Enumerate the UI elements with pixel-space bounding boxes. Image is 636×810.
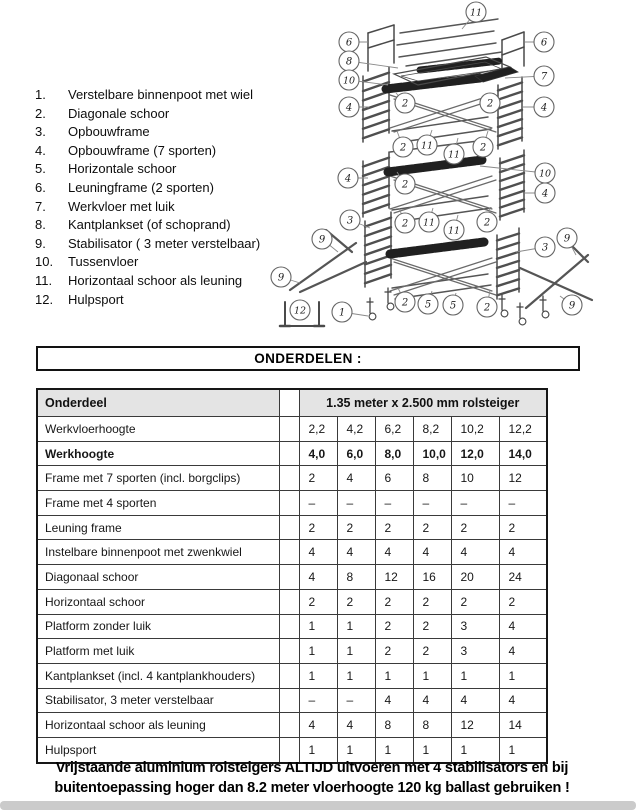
diagram-callout-4 xyxy=(339,97,359,117)
part-label: Stabilisator ( 3 meter verstelbaar) xyxy=(68,235,261,251)
spacer-cell xyxy=(279,491,299,516)
row-value: 2 xyxy=(299,515,337,540)
table-row xyxy=(37,663,547,688)
spacer-cell xyxy=(279,614,299,639)
row-value: 4 xyxy=(451,540,499,565)
part-label: Leuningframe (2 sporten) xyxy=(68,179,214,195)
svg-text:9: 9 xyxy=(563,233,571,245)
table-row xyxy=(37,491,547,516)
row-value: 1 xyxy=(375,663,413,688)
diagram-callout-5 xyxy=(443,295,463,315)
svg-text:7: 7 xyxy=(540,71,548,83)
spacer-cell xyxy=(279,688,299,713)
row-label: Platform zonder luik xyxy=(37,614,279,639)
row-value: 1 xyxy=(375,737,413,762)
row-value: – xyxy=(337,491,375,516)
diagram-callout-10 xyxy=(339,70,359,90)
row-value: 16 xyxy=(413,565,451,590)
diagram-callout-3 xyxy=(535,237,555,257)
table-row xyxy=(37,713,547,738)
row-value: 12,2 xyxy=(499,417,547,442)
spacer-cell xyxy=(279,589,299,614)
row-label: Leuning frame xyxy=(37,515,279,540)
row-value: 10,0 xyxy=(413,441,451,466)
part-number: 6. xyxy=(35,179,46,195)
row-value: 2 xyxy=(299,466,337,491)
svg-text:4: 4 xyxy=(344,173,352,185)
row-value: 3 xyxy=(451,639,499,664)
row-value: 1 xyxy=(413,737,451,762)
row-value: 4 xyxy=(413,688,451,713)
svg-text:5: 5 xyxy=(424,299,432,311)
diagram-callout-6 xyxy=(339,32,359,52)
diagram-callout-9 xyxy=(562,295,582,315)
row-value: 2 xyxy=(375,589,413,614)
row-label: Horizontaal schoor xyxy=(37,589,279,614)
part-item xyxy=(35,272,260,291)
diagram-callout-4 xyxy=(534,97,554,117)
row-value: 10 xyxy=(451,466,499,491)
row-value: 10,2 xyxy=(451,417,499,442)
row-value: 4 xyxy=(413,540,451,565)
part-number: 3. xyxy=(35,124,46,140)
part-item xyxy=(35,105,260,124)
section-header-box xyxy=(36,346,580,371)
table-row xyxy=(37,589,547,614)
diagram-callout-1 xyxy=(332,302,352,322)
diagram-callout-9 xyxy=(557,228,577,248)
part-number: 2. xyxy=(35,105,46,121)
row-value: 2 xyxy=(337,589,375,614)
row-label: Werkvloerhoogte xyxy=(37,417,279,442)
page-separator-bar xyxy=(0,801,636,810)
row-value: 1 xyxy=(337,639,375,664)
row-value: 4 xyxy=(375,688,413,713)
col-header-onderdeel: Onderdeel xyxy=(37,389,279,417)
row-value: – xyxy=(337,688,375,713)
row-label: Instelbare binnenpoot met zwenkwiel xyxy=(37,540,279,565)
row-label: Stabilisator, 3 meter verstelbaar xyxy=(37,688,279,713)
row-value: 4 xyxy=(299,713,337,738)
part-number: 9. xyxy=(35,235,46,251)
diagram-callout-8 xyxy=(339,51,359,71)
svg-text:2: 2 xyxy=(483,217,491,229)
row-value: 8 xyxy=(375,713,413,738)
diagram-callout-11 xyxy=(419,212,439,232)
svg-text:10: 10 xyxy=(538,168,552,180)
section-header-title: ONDERDELEN : xyxy=(254,351,362,366)
svg-text:11: 11 xyxy=(422,217,436,229)
spacer-cell xyxy=(279,663,299,688)
part-label: Hulpsport xyxy=(68,291,124,307)
part-item xyxy=(35,291,260,310)
row-value: 2 xyxy=(499,515,547,540)
part-label: Kantplankset (of schoprand) xyxy=(68,217,231,233)
row-value: 2 xyxy=(413,614,451,639)
part-label: Opbouwframe xyxy=(68,124,150,140)
row-label: Diagonaal schoor xyxy=(37,565,279,590)
row-value: 2 xyxy=(413,589,451,614)
svg-text:4: 4 xyxy=(541,188,549,200)
row-value: 4,2 xyxy=(337,417,375,442)
table-row xyxy=(37,466,547,491)
scaffold-exploded-diagram xyxy=(270,0,636,345)
svg-text:2: 2 xyxy=(399,142,407,154)
svg-text:10: 10 xyxy=(342,75,356,87)
row-label: Kantplankset (incl. 4 kantplankhouders) xyxy=(37,663,279,688)
diagram-callout-11 xyxy=(444,144,464,164)
part-label: Verstelbare binnenpoot met wiel xyxy=(68,87,254,102)
row-value: 4 xyxy=(499,614,547,639)
row-label: Platform met luik xyxy=(37,639,279,664)
part-item xyxy=(35,142,260,161)
row-value: 2 xyxy=(413,515,451,540)
row-value: 4 xyxy=(299,540,337,565)
row-value: 6,0 xyxy=(337,441,375,466)
row-value: 1 xyxy=(451,737,499,762)
table-body xyxy=(37,417,547,763)
svg-text:11: 11 xyxy=(469,7,483,19)
svg-text:2: 2 xyxy=(401,218,409,230)
part-item xyxy=(35,216,260,235)
row-value: 2 xyxy=(375,515,413,540)
parts-table xyxy=(36,388,548,764)
table-row xyxy=(37,565,547,590)
diagram-callout-5 xyxy=(418,294,438,314)
row-label: Werkhoogte xyxy=(37,441,279,466)
spacer-cell xyxy=(279,515,299,540)
row-value: – xyxy=(299,688,337,713)
row-value: 1 xyxy=(299,737,337,762)
part-label: Opbouwframe (7 sporten) xyxy=(68,142,217,158)
diagram-callout-2 xyxy=(477,297,497,317)
diagram-callout-4 xyxy=(535,183,555,203)
row-value: 1 xyxy=(499,737,547,762)
part-item xyxy=(35,198,260,217)
row-value: 6,2 xyxy=(375,417,413,442)
row-value: 8,2 xyxy=(413,417,451,442)
row-value: 4 xyxy=(451,688,499,713)
row-value: 8 xyxy=(337,565,375,590)
diagram-callout-2 xyxy=(480,93,500,113)
svg-text:3: 3 xyxy=(346,215,354,227)
diagram-callout-6 xyxy=(534,32,554,52)
row-value: 2 xyxy=(375,639,413,664)
row-value: 2 xyxy=(337,515,375,540)
part-number: 1. xyxy=(35,87,46,102)
part-item xyxy=(35,235,260,254)
row-value: 3 xyxy=(451,614,499,639)
warning-line-1: Vrijstaande aluminium rolsteigers ALTIJD uitvoeren met 4 stabilisators en bij xyxy=(55,760,569,776)
svg-text:4: 4 xyxy=(540,102,548,114)
table-row xyxy=(37,441,547,466)
row-value: 12,0 xyxy=(451,441,499,466)
part-label: Horizontaal schoor als leuning xyxy=(68,272,243,288)
part-number: 10. xyxy=(35,254,54,270)
spacer-cell xyxy=(279,540,299,565)
row-value: 8,0 xyxy=(375,441,413,466)
spacer-cell xyxy=(279,441,299,466)
diagram-callout-2 xyxy=(473,137,493,157)
row-value: 1 xyxy=(451,663,499,688)
table-row xyxy=(37,639,547,664)
row-value: 24 xyxy=(499,565,547,590)
row-value: 1 xyxy=(299,639,337,664)
part-item xyxy=(35,253,260,272)
diagram-callout-12 xyxy=(290,300,310,320)
part-item xyxy=(35,179,260,198)
row-value: 14,0 xyxy=(499,441,547,466)
part-number: 8. xyxy=(35,217,46,233)
part-number: 5. xyxy=(35,161,46,177)
row-value: 2,2 xyxy=(299,417,337,442)
svg-text:11: 11 xyxy=(447,149,461,161)
part-number: 4. xyxy=(35,142,46,158)
diagram-callout-4 xyxy=(338,168,358,188)
table-header-row xyxy=(37,389,547,417)
diagram-callout-10 xyxy=(535,163,555,183)
diagram-callout-11 xyxy=(466,2,486,22)
part-number: 7. xyxy=(35,198,46,214)
row-value: 20 xyxy=(451,565,499,590)
svg-text:3: 3 xyxy=(541,242,549,254)
part-label: Diagonale schoor xyxy=(68,105,170,121)
diagram-callout-3 xyxy=(340,210,360,230)
part-label: Werkvloer met luik xyxy=(68,198,175,214)
row-value: 12 xyxy=(451,713,499,738)
row-value: 4 xyxy=(499,688,547,713)
row-value: 12 xyxy=(375,565,413,590)
diagram-callout-2 xyxy=(395,213,415,233)
diagram-callout-2 xyxy=(395,174,415,194)
svg-text:8: 8 xyxy=(345,56,353,68)
svg-text:4: 4 xyxy=(345,102,353,114)
row-value: 2 xyxy=(499,589,547,614)
table-row xyxy=(37,540,547,565)
diagram-callout-2 xyxy=(395,93,415,113)
svg-text:6: 6 xyxy=(540,37,548,49)
part-label: Horizontale schoor xyxy=(68,161,177,177)
svg-text:5: 5 xyxy=(449,300,457,312)
row-value: – xyxy=(375,491,413,516)
svg-text:9: 9 xyxy=(568,300,576,312)
part-number: 12. xyxy=(35,291,54,307)
svg-text:2: 2 xyxy=(483,302,491,314)
row-value: 1 xyxy=(337,614,375,639)
svg-text:11: 11 xyxy=(420,140,434,152)
row-value: 4 xyxy=(337,466,375,491)
col-header-rolsteiger-size: 1.35 meter x 2.500 mm rolsteiger xyxy=(299,389,547,417)
table-row xyxy=(37,614,547,639)
row-value: 1 xyxy=(499,663,547,688)
part-item xyxy=(35,86,260,105)
svg-text:9: 9 xyxy=(318,234,326,246)
part-number: 11. xyxy=(35,272,53,288)
part-item xyxy=(35,160,260,179)
row-value: 8 xyxy=(413,466,451,491)
diagram-callout-11 xyxy=(417,135,437,155)
row-label: Hulpsport xyxy=(37,737,279,762)
diagram-callout-2 xyxy=(395,292,415,312)
row-value: 4 xyxy=(337,713,375,738)
row-value: 1 xyxy=(299,663,337,688)
svg-text:2: 2 xyxy=(401,98,409,110)
row-value: 6 xyxy=(375,466,413,491)
row-value: 1 xyxy=(299,614,337,639)
diagram-callout-2 xyxy=(477,212,497,232)
row-value: 4 xyxy=(337,540,375,565)
row-value: 4 xyxy=(375,540,413,565)
warning-text xyxy=(22,759,602,798)
spacer-cell xyxy=(279,639,299,664)
diagram-callout-11 xyxy=(444,220,464,240)
row-value: 2 xyxy=(413,639,451,664)
row-value: 1 xyxy=(337,663,375,688)
diagram-callout-2 xyxy=(393,137,413,157)
spacer-cell xyxy=(279,466,299,491)
row-value: – xyxy=(499,491,547,516)
row-label: Frame met 4 sporten xyxy=(37,491,279,516)
row-label: Horizontaal schoor als leuning xyxy=(37,713,279,738)
warning-line-2: buitentoepassing hoger dan 8.2 meter vloerhoogte 120 kg ballast gebruiken ! xyxy=(54,779,570,796)
row-value: – xyxy=(413,491,451,516)
row-value: 2 xyxy=(451,589,499,614)
spacer-cell xyxy=(279,417,299,442)
parts-list xyxy=(35,86,260,309)
svg-text:2: 2 xyxy=(401,297,409,309)
row-value: – xyxy=(451,491,499,516)
diagram-callout-7 xyxy=(534,66,554,86)
spacer-cell xyxy=(279,565,299,590)
row-value: 4 xyxy=(499,639,547,664)
svg-text:9: 9 xyxy=(277,272,285,284)
svg-text:2: 2 xyxy=(401,179,409,191)
svg-text:2: 2 xyxy=(486,98,494,110)
spacer-cell xyxy=(279,389,299,417)
row-value: 12 xyxy=(499,466,547,491)
row-value: – xyxy=(299,491,337,516)
row-value: 4 xyxy=(299,565,337,590)
row-value: 4 xyxy=(499,540,547,565)
row-value: 1 xyxy=(337,737,375,762)
table-row xyxy=(37,417,547,442)
svg-text:1: 1 xyxy=(338,307,346,319)
row-value: 2 xyxy=(375,614,413,639)
svg-text:12: 12 xyxy=(293,305,307,317)
table-row xyxy=(37,515,547,540)
row-value: 4,0 xyxy=(299,441,337,466)
row-value: 8 xyxy=(413,713,451,738)
part-label: Tussenvloer xyxy=(68,254,139,270)
svg-text:11: 11 xyxy=(447,225,461,237)
spacer-cell xyxy=(279,713,299,738)
row-value: 2 xyxy=(451,515,499,540)
part-item xyxy=(35,123,260,142)
row-value: 2 xyxy=(299,589,337,614)
row-label: Frame met 7 sporten (incl. borgclips) xyxy=(37,466,279,491)
diagram-callout-9 xyxy=(312,229,332,249)
svg-text:6: 6 xyxy=(345,37,353,49)
table-row xyxy=(37,688,547,713)
svg-text:2: 2 xyxy=(479,142,487,154)
row-value: 14 xyxy=(499,713,547,738)
diagram-callout-9 xyxy=(271,267,291,287)
row-value: 1 xyxy=(413,663,451,688)
